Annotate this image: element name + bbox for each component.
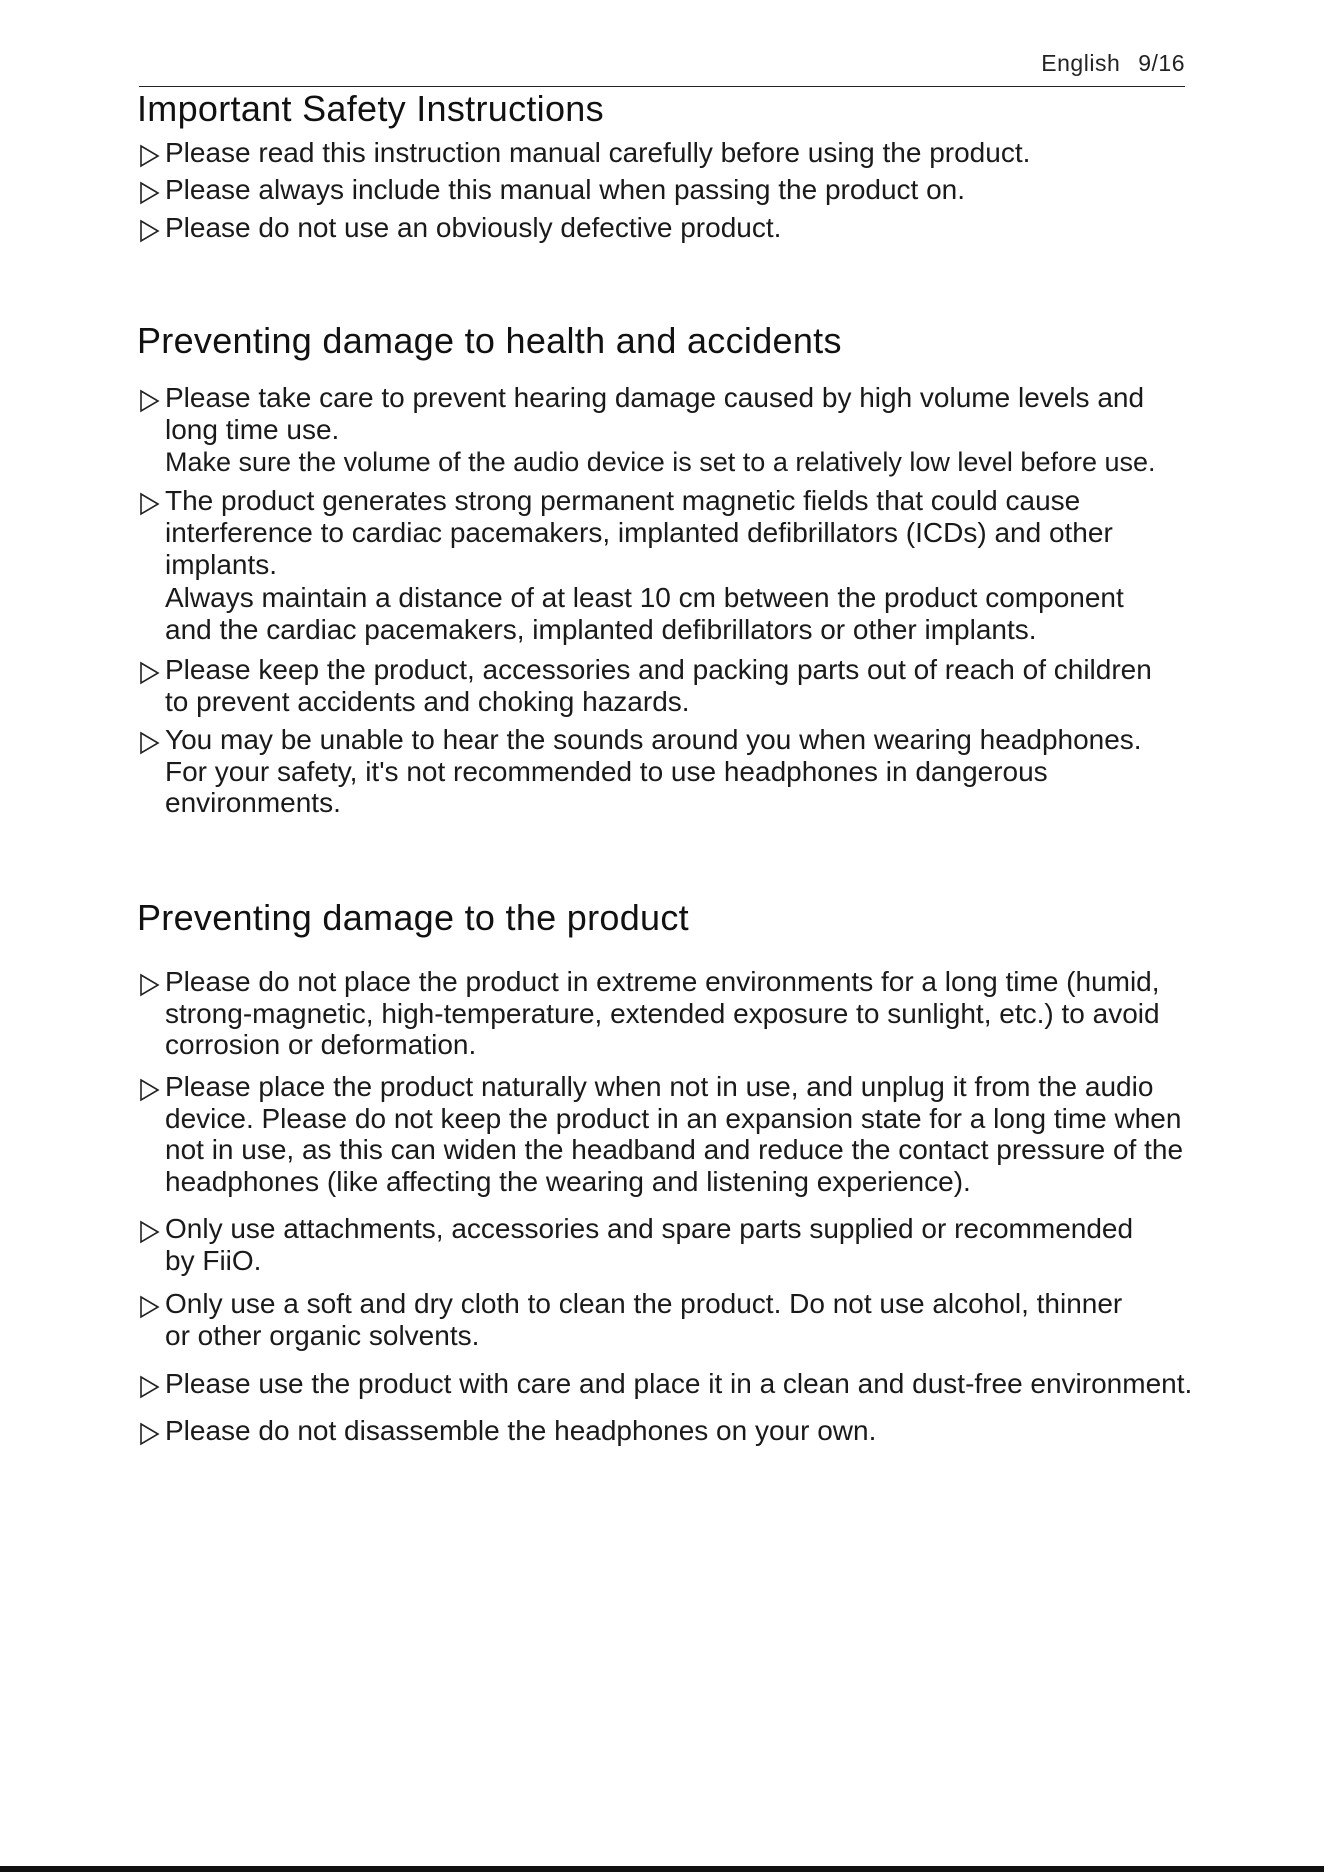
triangle-bullet-icon (139, 660, 161, 686)
page-header (139, 46, 1185, 87)
item-text-line: long time use. (165, 414, 340, 445)
item-text-line: Please take care to prevent hearing damage caused by high volume levels and (165, 382, 1145, 413)
item-text-line: Always maintain a distance of at least 10 cm between the product component (165, 582, 1124, 613)
triangle-bullet-icon (139, 143, 161, 169)
item-text-line: Please place the product naturally when not in use, and unplug it from the audio (165, 1071, 1154, 1102)
triangle-bullet-icon (139, 730, 161, 756)
item-text-line: by FiiO. (165, 1245, 262, 1276)
triangle-bullet-icon (139, 491, 161, 517)
triangle-bullet-icon (139, 1421, 161, 1447)
triangle-bullet-icon (139, 972, 161, 998)
item-text-line: Only use attachments, accessories and spare parts supplied or recommended (165, 1213, 1134, 1244)
item-text-line: Only use a soft and dry cloth to clean the product. Do not use alcohol, thinner (165, 1288, 1123, 1319)
triangle-bullet-icon (139, 218, 161, 244)
item-text-line: headphones (like affecting the wearing and listening experience). (165, 1166, 971, 1197)
item-text-line: corrosion or deformation. (165, 1029, 477, 1060)
item-text-line: Make sure the volume of the audio device is set to a relatively low level before use. (165, 447, 1156, 477)
item-text-line: environments. (165, 787, 341, 818)
item-text-line: Please keep the product, accessories and packing parts out of reach of children (165, 654, 1152, 685)
item-text-line: You may be unable to hear the sounds around you when wearing headphones. (165, 724, 1142, 755)
page-number: 9/16 (1138, 50, 1185, 76)
item-text-line: to prevent accidents and choking hazards. (165, 686, 690, 717)
item-text-line: device. Please do not keep the product in an expansion state for a long time when (165, 1103, 1182, 1134)
header-language: English (1041, 50, 1121, 76)
item-text-line: Please use the product with care and place it in a clean and dust-free environment. (165, 1368, 1193, 1399)
triangle-bullet-icon (139, 1219, 161, 1245)
triangle-bullet-icon (139, 1294, 161, 1320)
item-text-line: and the cardiac pacemakers, implanted defibrillators or other implants. (165, 614, 1037, 645)
section-title: Preventing damage to the product (137, 897, 689, 938)
triangle-bullet-icon (139, 388, 161, 414)
item-text-line: For your safety, it's not recommended to use headphones in dangerous (165, 756, 1048, 787)
item-text-line: strong-magnetic, high-temperature, extended exposure to sunlight, etc.) to avoid (165, 998, 1160, 1029)
section-title: Preventing damage to health and accidents (137, 320, 842, 361)
item-text-line: Please do not use an obviously defective product. (165, 212, 782, 243)
triangle-bullet-icon (139, 180, 161, 206)
item-text-line: Please do not disassemble the headphones on your own. (165, 1415, 877, 1446)
item-text-line: The product generates strong permanent magnetic fields that could cause (165, 485, 1081, 516)
item-text-line: or other organic solvents. (165, 1320, 480, 1351)
item-text-line: Please read this instruction manual carefully before using the product. (165, 137, 1031, 168)
item-text-line: implants. (165, 549, 278, 580)
item-text-line: not in use, as this can widen the headband and reduce the contact pressure of the (165, 1134, 1184, 1165)
triangle-bullet-icon (139, 1077, 161, 1103)
item-text-line: Please always include this manual when passing the product on. (165, 174, 966, 205)
header-label (1041, 50, 1185, 77)
item-text-line: interference to cardiac pacemakers, implanted defibrillators (ICDs) and other (165, 517, 1113, 548)
bottom-rule (0, 1866, 1324, 1872)
section-title: Important Safety Instructions (137, 88, 604, 129)
triangle-bullet-icon (139, 1374, 161, 1400)
item-text-line: Please do not place the product in extreme environments for a long time (humid, (165, 966, 1160, 997)
